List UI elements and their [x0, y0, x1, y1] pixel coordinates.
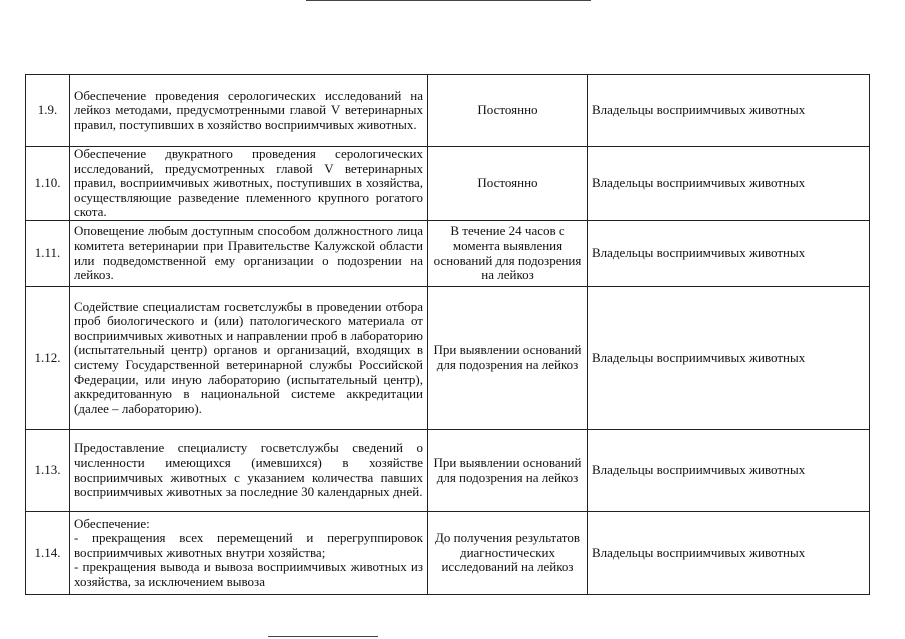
measure-term: При выявлении оснований для подозрения на лейкоз [428, 287, 588, 430]
measure-description: Обеспечение проведения серологических исследований на лейкоз методами, предусмотренными главой V ветеринарных правил, поступивших в хозяйство восприимчивых животных. [70, 75, 428, 147]
header-rule [306, 0, 591, 1]
measure-responsible: Владельцы восприимчивых животных [588, 147, 870, 221]
row-number: 1.13. [26, 430, 70, 512]
measure-responsible: Владельцы восприимчивых животных [588, 75, 870, 147]
row-number: 1.14. [26, 512, 70, 595]
measures-table [25, 74, 870, 595]
table-row [26, 512, 870, 595]
measure-line-item: - прекращения всех перемещений и перегруппировок восприимчивых животных внутри хозяйства; [74, 530, 423, 560]
measure-responsible: Владельцы восприимчивых животных [588, 287, 870, 430]
footer-rule [268, 636, 378, 637]
measure-line-item: - прекращения вывода и вывоза восприимчивых животных из хозяйства, за исключением вывоза [74, 559, 423, 589]
table-row [26, 147, 870, 221]
measure-responsible: Владельцы восприимчивых животных [588, 221, 870, 287]
measure-term: В течение 24 часов с момента выявления оснований для подозрения на лейкоз [428, 221, 588, 287]
measure-term: При выявлении оснований для подозрения на лейкоз [428, 430, 588, 512]
measure-line-heading: Обеспечение: [74, 515, 150, 531]
table-row [26, 221, 870, 287]
measure-description [70, 512, 428, 595]
row-number: 1.10. [26, 147, 70, 221]
table-row [26, 75, 870, 147]
measure-term: Постоянно [428, 147, 588, 221]
measure-responsible: Владельцы восприимчивых животных [588, 512, 870, 595]
measure-term: Постоянно [428, 75, 588, 147]
measure-term: До получения результатов диагностических исследований на лейкоз [428, 512, 588, 595]
table-row [26, 430, 870, 512]
measure-description: Обеспечение двукратного проведения серологических исследований, предусмотренных главой V ветеринарных правил, восприимчивых животных, поступивших в хозяйства, осуществляющие разведение племенного крупного рогатого скота. [70, 147, 428, 221]
measure-description: Содействие специалистам госветслужбы в проведении отбора проб биологического и (или) патологического материала от восприимчивых животных и направлении проб в лабораторию (испытательный центр) органов и организаций, входящих в систему Государственной ветеринарной службы Российской Федерации, или иную лабораторию (испытательный центр), аккредитованную в национальной системе аккредитации (далее – лабораторию). [70, 287, 428, 430]
row-number: 1.11. [26, 221, 70, 287]
measure-description: Оповещение любым доступным способом должностного лица комитета ветеринарии при Правительстве Калужской области или подведомственной ему организации о подозрении на лейкоз. [70, 221, 428, 287]
row-number: 1.12. [26, 287, 70, 430]
table-row [26, 287, 870, 430]
row-number: 1.9. [26, 75, 70, 147]
measure-responsible: Владельцы восприимчивых животных [588, 430, 870, 512]
measure-description: Предоставление специалисту госветслужбы сведений о численности имеющихся (имевшихся) в хозяйстве восприимчивых животных с указанием количества павших восприимчивых животных за последние 30 календарных дней. [70, 430, 428, 512]
